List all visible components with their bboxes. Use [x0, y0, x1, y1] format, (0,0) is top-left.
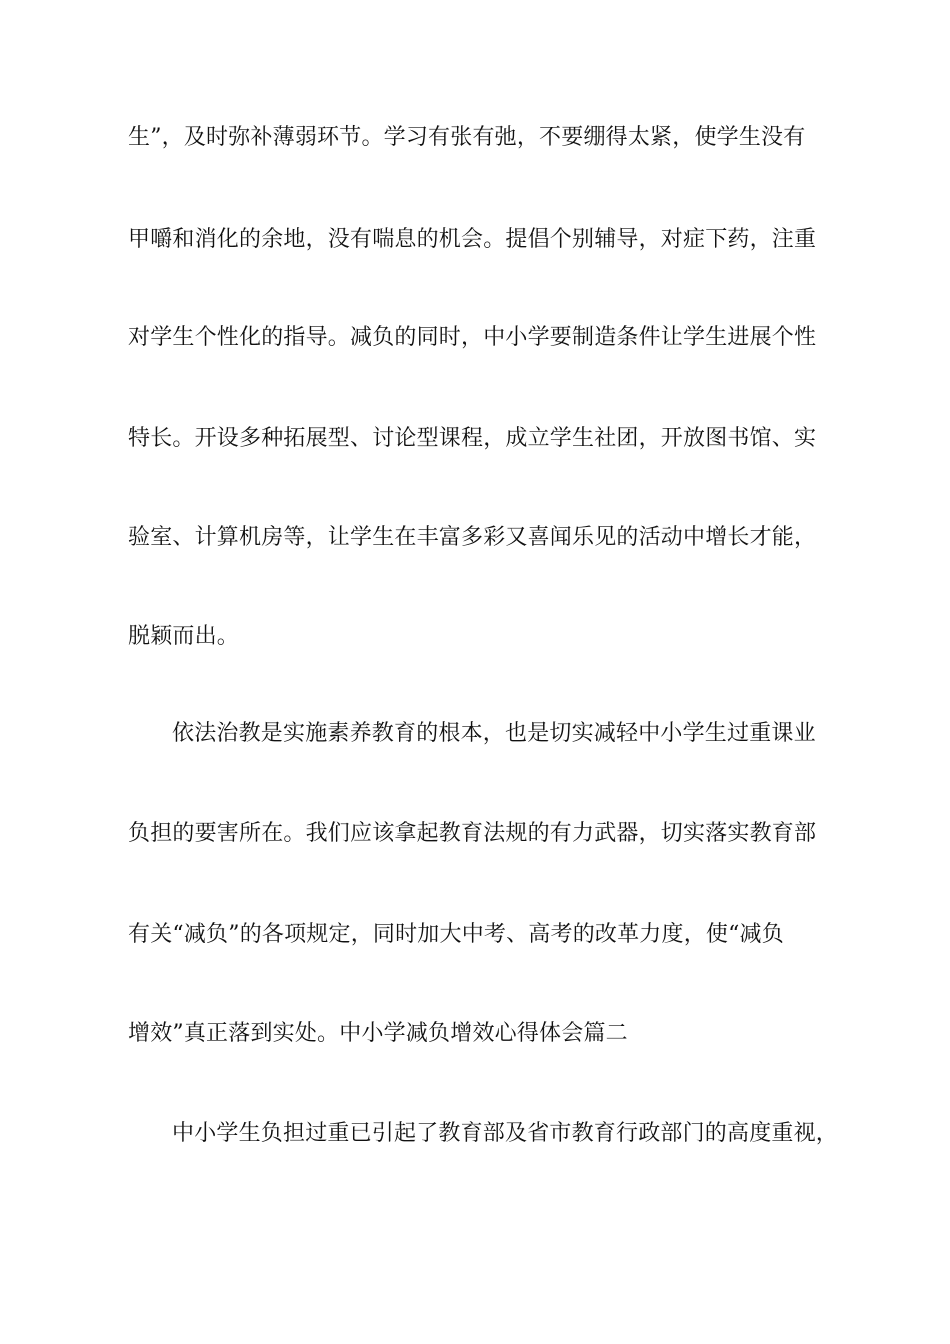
text-line-6: 脱颖而出。	[128, 624, 240, 649]
paragraph-2-line-4: 增效”真正落到实处。中小学减负增效心得体会篇二	[128, 1021, 628, 1046]
text-line-1: 生”，及时弥补薄弱环节。学习有张有弛，不要绷得太紧，使学生没有	[128, 125, 806, 150]
paragraph-2-line-3: 有关“减负”的各项规定，同时加大中考、高考的改革力度，使“减负	[128, 922, 784, 947]
paragraph-2-line-1: 依法治教是实施素养教育的根本，也是切实减轻中小学生过重课业	[172, 721, 816, 746]
text-line-2: 甲嚼和消化的余地，没有喘息的机会。提倡个别辅导，对症下药，注重	[128, 227, 817, 252]
paragraph-3-line-1: 中小学生负担过重已引起了教育部及省市教育行政部门的高度重视，	[172, 1121, 839, 1146]
paragraph-2-line-2: 负担的要害所在。我们应该拿起教育法规的有力武器，切实落实教育部	[128, 821, 817, 846]
text-line-4: 特长。开设多种拓展型、讨论型课程，成立学生社团，开放图书馆、实	[128, 426, 817, 451]
text-line-3: 对学生个性化的指导。减负的同时，中小学要制造条件让学生进展个性	[128, 325, 817, 350]
text-line-5: 验室、计算机房等，让学生在丰富多彩又喜闻乐见的活动中增长才能，	[128, 525, 817, 550]
